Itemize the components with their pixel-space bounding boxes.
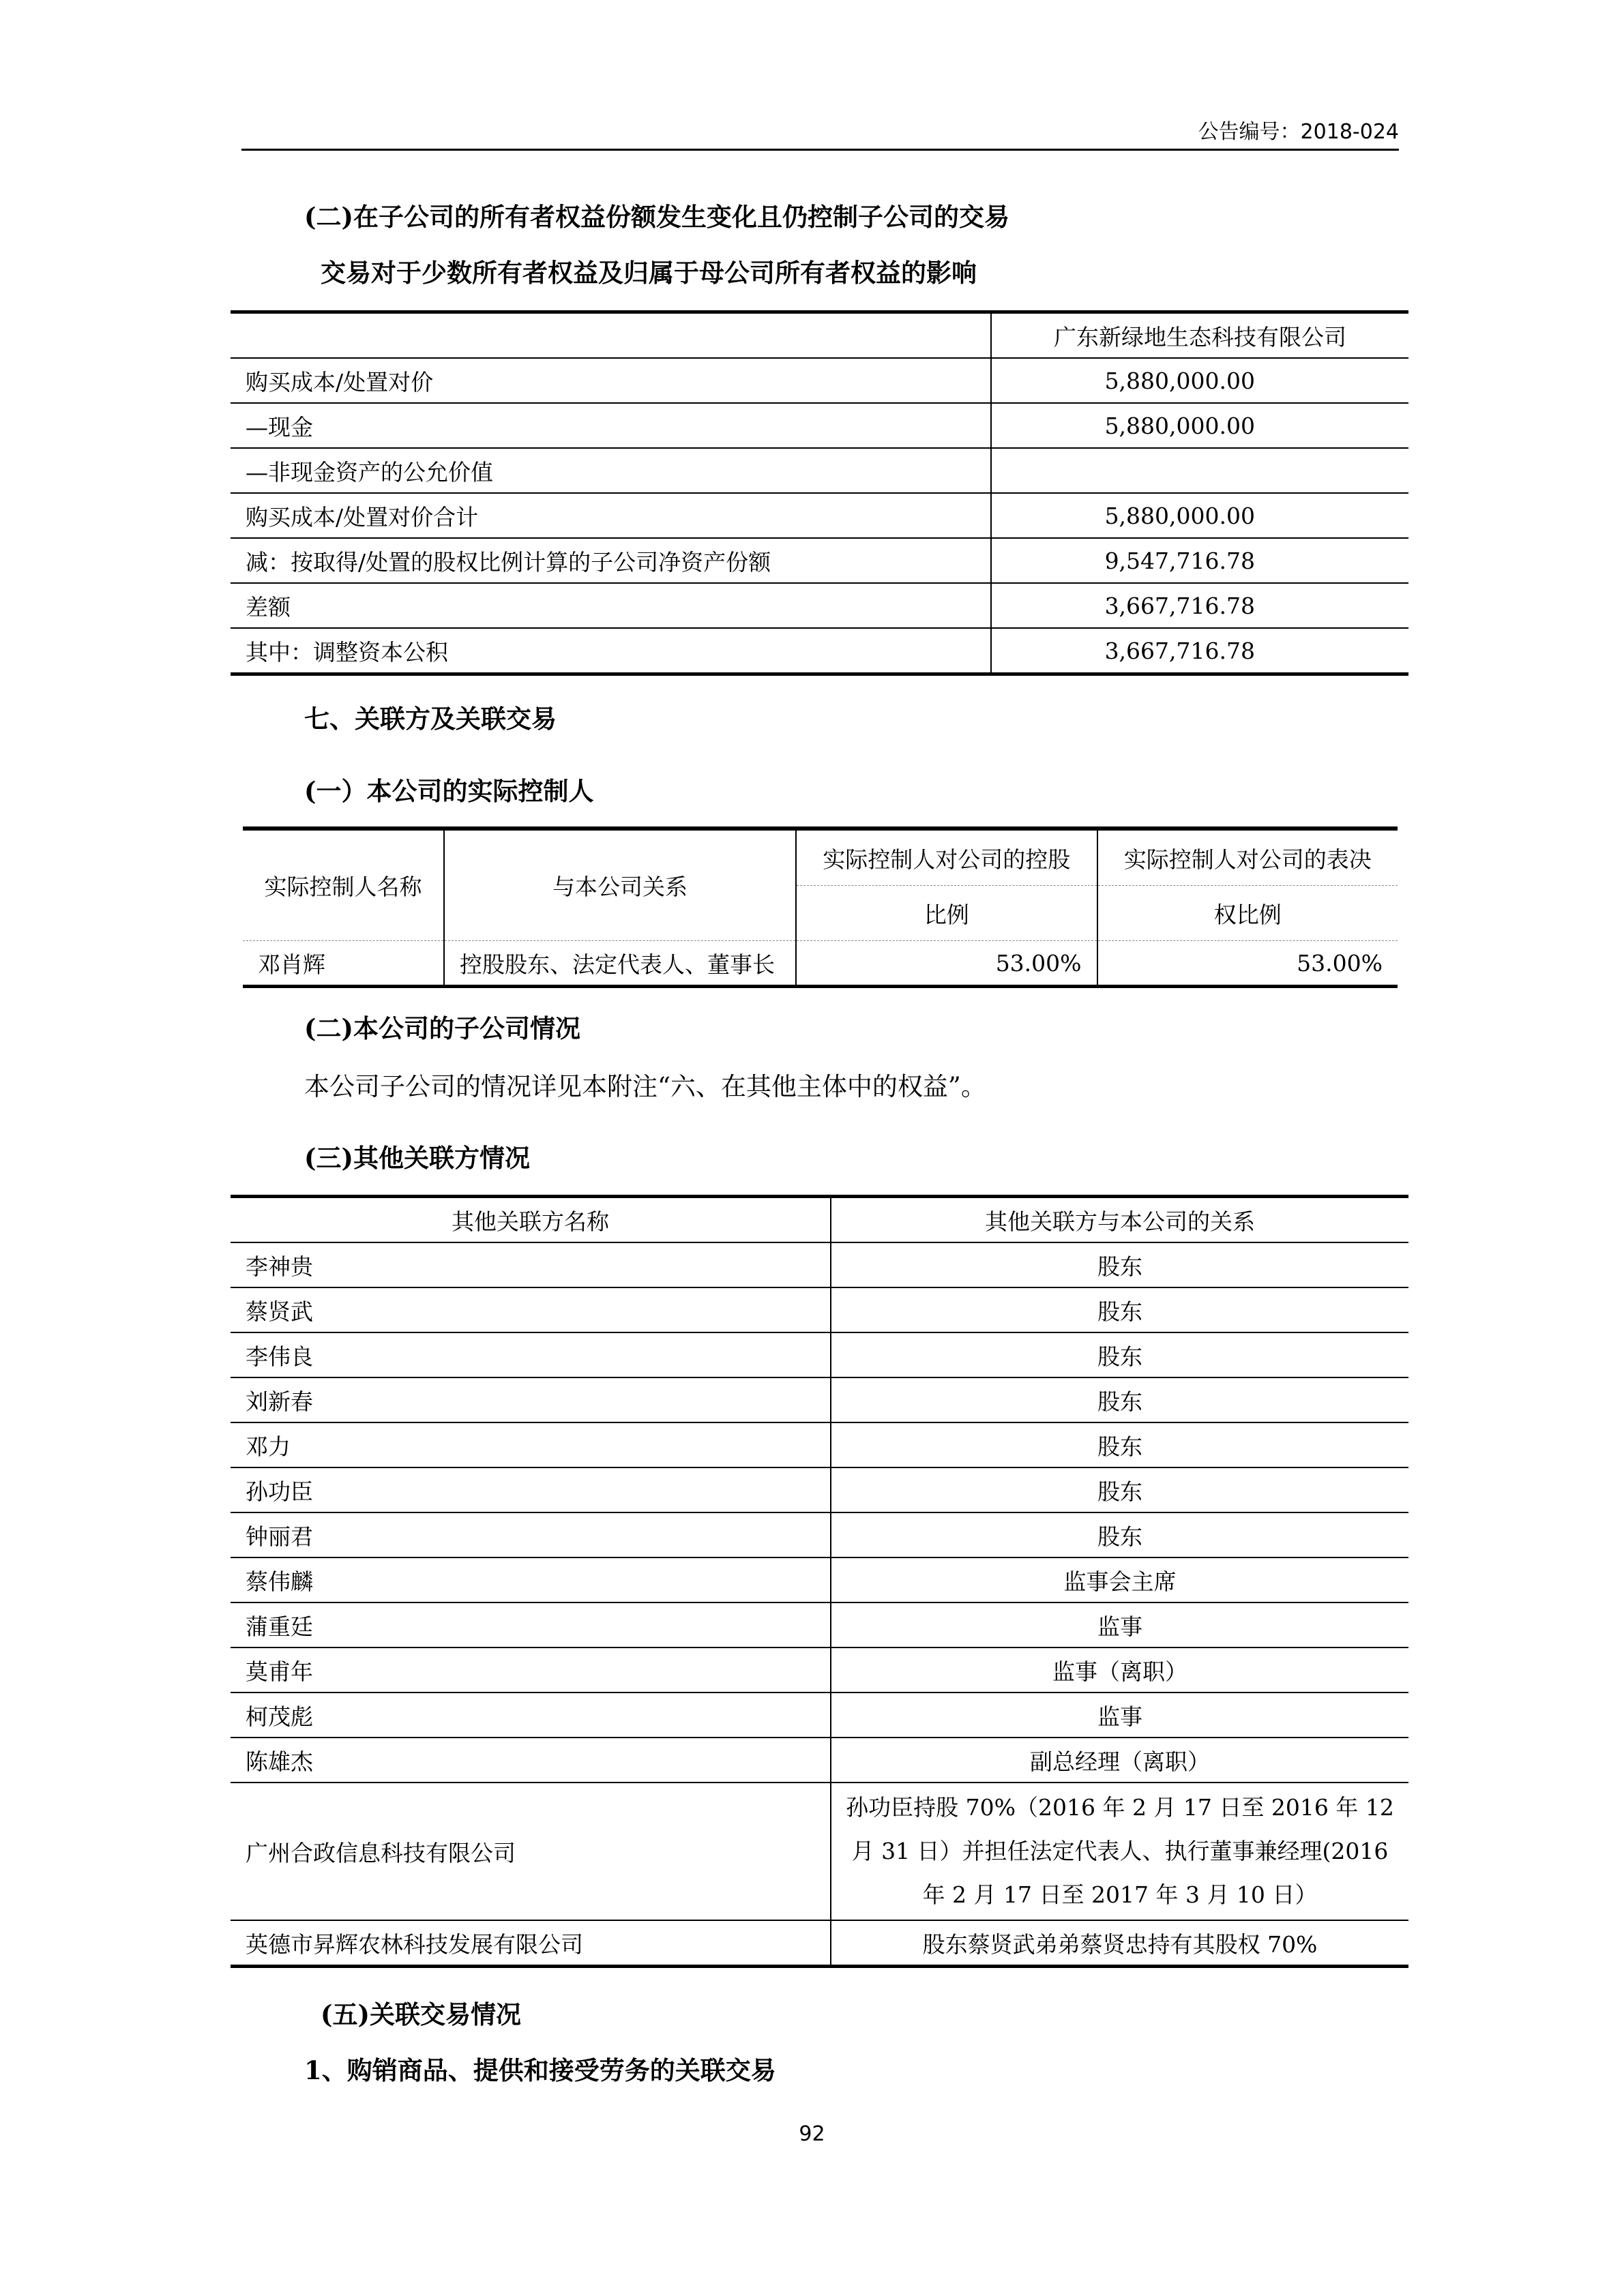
row-label: 购买成本/处置对价 xyxy=(231,358,991,403)
notice-number: 公告编号：2018-024 xyxy=(1198,120,1399,144)
table-row xyxy=(231,1287,1408,1332)
header-voting-ratio-line2: 权比例 xyxy=(1097,886,1398,941)
table-row xyxy=(231,628,1408,674)
party-relation: 股东 xyxy=(831,1512,1408,1557)
row-label: 减：按取得/处置的股权比例计算的子公司净资产份额 xyxy=(231,538,991,583)
party-relation: 监事 xyxy=(831,1602,1408,1648)
relation-line: 孙功臣持股 70%（2016 年 2 月 17 日至 2016 年 12 xyxy=(846,1794,1394,1821)
table-row xyxy=(231,583,1408,628)
header-voting-ratio-line1: 实际控制人对公司的表决 xyxy=(1123,846,1372,873)
row-value: 3,667,716.78 xyxy=(991,628,1408,674)
table-row xyxy=(231,1557,1408,1602)
party-relation: 股东 xyxy=(831,1287,1408,1332)
row-label: —现金 xyxy=(231,403,991,448)
controller-name: 邓肖辉 xyxy=(243,941,444,987)
table-row xyxy=(231,403,1408,448)
table-row xyxy=(231,1377,1408,1422)
table-row xyxy=(231,1783,1408,1920)
party-name: 莫甫年 xyxy=(231,1648,831,1693)
party-name: 蔡贤武 xyxy=(231,1287,831,1332)
party-name: 邓力 xyxy=(231,1422,831,1467)
party-relation: 监事 xyxy=(831,1693,1408,1738)
section-title-7: 七、关联方及关联交易 xyxy=(304,704,557,734)
row-value: 5,880,000.00 xyxy=(991,358,1408,403)
section-title-7-3: (三)其他关联方情况 xyxy=(304,1143,531,1173)
page-number: 92 xyxy=(799,2122,825,2146)
row-label: —非现金资产的公允价值 xyxy=(231,448,991,493)
party-relation: 股东 xyxy=(831,1467,1408,1512)
table-row xyxy=(231,1738,1408,1783)
row-label: 差额 xyxy=(231,583,991,628)
party-name: 李伟良 xyxy=(231,1332,831,1377)
table-row xyxy=(231,1648,1408,1693)
table-row xyxy=(231,1602,1408,1648)
subsidiary-note: 本公司子公司的情况详见本附注“六、在其他主体中的权益”。 xyxy=(304,1072,986,1101)
party-name: 刘新春 xyxy=(231,1377,831,1422)
table-row xyxy=(231,1693,1408,1738)
empty-header-cell xyxy=(231,312,991,359)
party-name: 钟丽君 xyxy=(231,1512,831,1557)
row-label: 其中：调整资本公积 xyxy=(231,628,991,674)
equity-change-table xyxy=(231,310,1408,676)
table-row xyxy=(243,941,1398,987)
header-divider xyxy=(241,149,1399,151)
party-name: 陈雄杰 xyxy=(231,1738,831,1783)
controller-table xyxy=(243,826,1398,988)
relation-line: 月 31 日）并担任法定代表人、执行董事兼经理(2016 xyxy=(851,1838,1389,1864)
table-row xyxy=(231,358,1408,403)
other-related-parties-table xyxy=(231,1195,1408,1968)
header-party-relation: 其他关联方与本公司的关系 xyxy=(985,1208,1255,1235)
table-header-row xyxy=(243,829,1398,886)
table-row xyxy=(231,1467,1408,1512)
header-relation: 与本公司关系 xyxy=(444,829,796,941)
row-value xyxy=(991,448,1408,493)
party-name: 英德市昇辉农林科技发展有限公司 xyxy=(231,1920,831,1967)
header-controller-name: 实际控制人名称 xyxy=(243,829,444,941)
table-row xyxy=(231,493,1408,538)
row-value: 5,880,000.00 xyxy=(991,493,1408,538)
party-name: 蒲重廷 xyxy=(231,1602,831,1648)
section-title-7-5-1: 1、购销商品、提供和接受劳务的关联交易 xyxy=(304,2055,776,2085)
row-label: 购买成本/处置对价合计 xyxy=(231,493,991,538)
table-row xyxy=(231,448,1408,493)
party-name: 柯茂彪 xyxy=(231,1693,831,1738)
header-party-name: 其他关联方名称 xyxy=(231,1197,831,1243)
section-title-7-2: (二)本公司的子公司情况 xyxy=(304,1013,581,1043)
party-name: 广州合政信息科技有限公司 xyxy=(231,1783,831,1920)
party-name: 蔡伟麟 xyxy=(231,1557,831,1602)
table-row xyxy=(231,538,1408,583)
table-row xyxy=(231,1422,1408,1467)
party-relation: 股东 xyxy=(831,1377,1408,1422)
party-relation: 股东蔡贤武弟弟蔡贤忠持有其股权 70% xyxy=(831,1920,1408,1967)
row-value: 3,667,716.78 xyxy=(991,583,1408,628)
section-title-7-5: (五)关联交易情况 xyxy=(321,1999,522,2029)
table-row xyxy=(231,1332,1408,1377)
table-header-row xyxy=(231,1197,1408,1243)
party-name: 孙功臣 xyxy=(231,1467,831,1512)
table-row xyxy=(231,1512,1408,1557)
relation-line: 年 2 月 17 日至 2017 年 3 月 10 日） xyxy=(922,1881,1318,1908)
controller-relation: 控股股东、法定代表人、董事长 xyxy=(444,941,796,987)
party-relation: 股东 xyxy=(831,1242,1408,1287)
voting-ratio: 53.00% xyxy=(1097,941,1398,987)
party-name: 李神贵 xyxy=(231,1242,831,1287)
table-row xyxy=(231,1242,1408,1287)
party-relation: 股东 xyxy=(831,1422,1408,1467)
column-header-company: 广东新绿地生态科技有限公司 xyxy=(1054,323,1346,351)
header-holding-ratio-line1: 实际控制人对公司的控股 xyxy=(796,829,1097,886)
party-relation: 股东 xyxy=(831,1332,1408,1377)
holding-ratio: 53.00% xyxy=(796,941,1097,987)
section-subtitle: 交易对于少数所有者权益及归属于母公司所有者权益的影响 xyxy=(321,258,977,288)
table-header-row xyxy=(231,312,1408,359)
section-title-2: (二)在子公司的所有者权益份额发生变化且仍控制子公司的交易 xyxy=(304,202,1010,232)
party-relation: 监事（离职） xyxy=(831,1648,1408,1693)
row-value: 5,880,000.00 xyxy=(991,403,1408,448)
party-relation: 副总经理（离职） xyxy=(831,1738,1408,1783)
party-relation xyxy=(831,1783,1408,1920)
header-holding-ratio-line2: 比例 xyxy=(796,886,1097,941)
section-title-7-1: (一）本公司的实际控制人 xyxy=(304,776,594,806)
party-relation: 监事会主席 xyxy=(831,1557,1408,1602)
row-value: 9,547,716.78 xyxy=(991,538,1408,583)
table-row xyxy=(231,1920,1408,1967)
